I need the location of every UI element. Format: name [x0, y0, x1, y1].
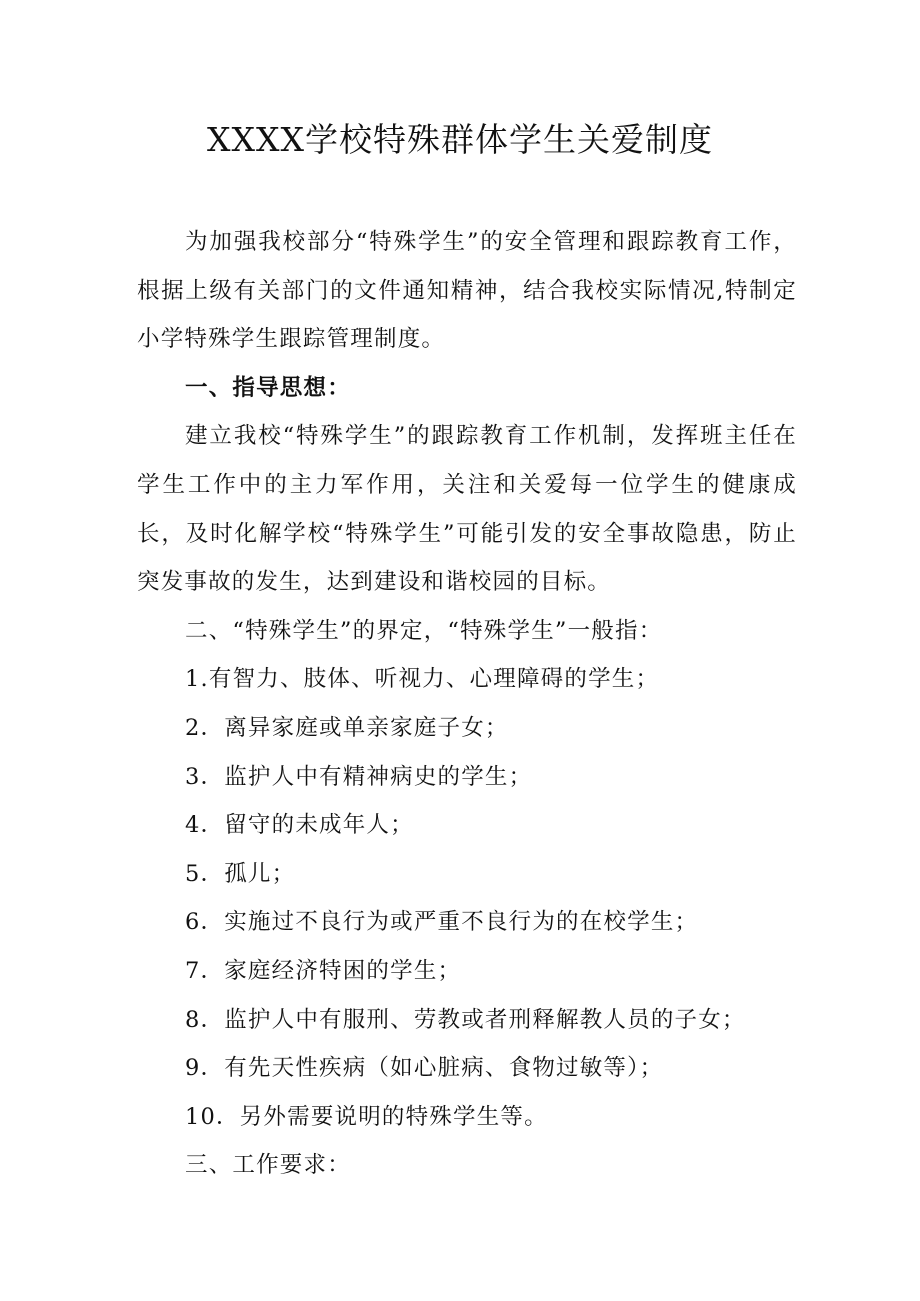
guiding-ideology-paragraph: 建立我校“特殊学生”的跟踪教育工作机制，发挥班主任在学生工作中的主力军作用，关注和关爱每一位学生的健康成长，及时化解学校“特殊学生”可能引发的安全事故隐患，防止突发事故的发生，达到建设和谐校园的目标。 [137, 423, 797, 596]
list-item: 6．实施过不良行为或严重不良行为的在校学生； [185, 909, 699, 936]
section-heading-guiding-ideology: 一、指导思想： [185, 374, 351, 401]
list-item: 10．另外需要说明的特殊学生等。 [185, 1103, 548, 1130]
intro-paragraph: 为加强我校部分“特殊学生”的安全管理和跟踪教育工作，根据上级有关部门的文件通知精神，结合我校实际情况,特制定小学特殊学生跟踪管理制度。 [137, 229, 797, 353]
document-title: XXXX学校特殊群体学生关爱制度 [207, 120, 713, 159]
list-item: 4．留守的未成年人； [185, 812, 414, 839]
list-item: 8．监护人中有服刑、劳教或者刑释解教人员的子女； [185, 1006, 746, 1033]
section-heading-definition: 二、“特殊学生”的界定，“特殊学生”一般指： [185, 617, 663, 644]
list-item: 5．孤儿； [185, 860, 296, 887]
section-heading-work-requirements: 三、工作要求： [185, 1152, 351, 1179]
document-body [137, 218, 797, 1190]
list-item: 9．有先天性疾病（如心脏病、食物过敏等）； [185, 1055, 664, 1082]
list-item: 3．监护人中有精神病史的学生； [185, 763, 533, 790]
list-item: 1.有智力、肢体、听视力、心理障碍的学生； [185, 666, 660, 693]
list-item: 7．家庭经济特困的学生； [185, 957, 462, 984]
list-item: 2．离异家庭或单亲家庭子女； [185, 714, 509, 741]
